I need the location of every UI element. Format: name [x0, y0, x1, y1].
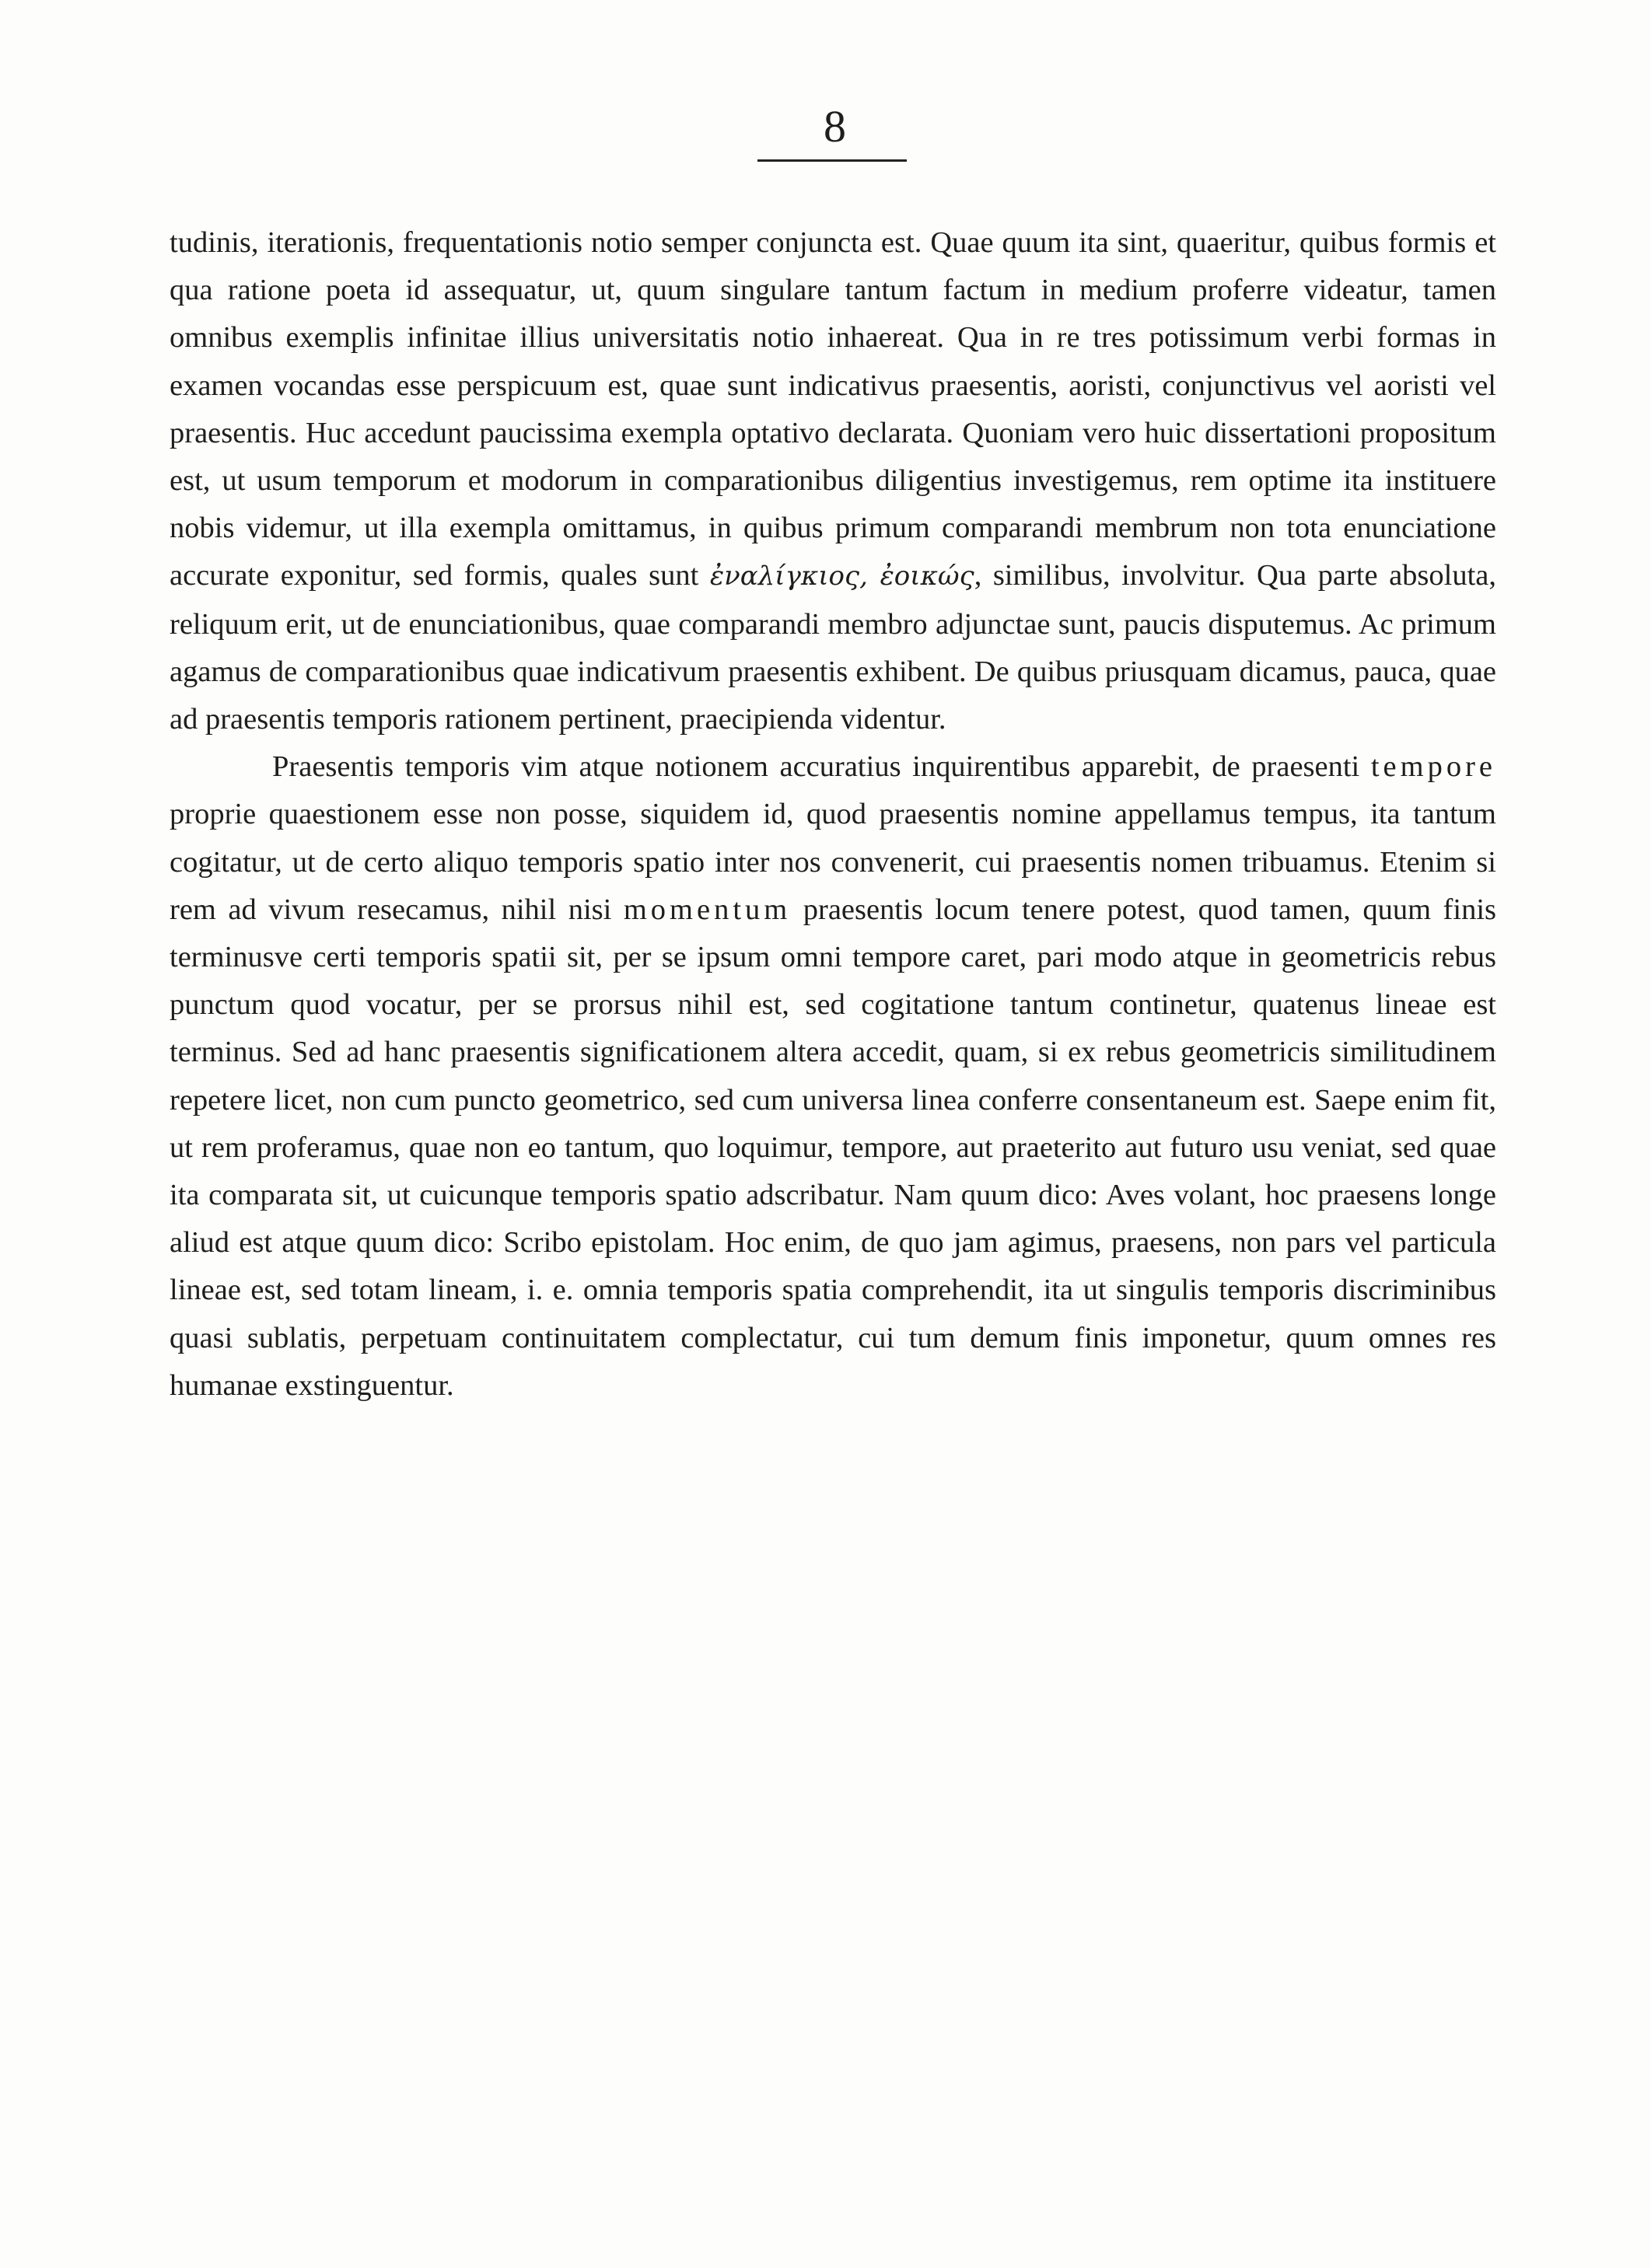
- paragraph-2: [170, 743, 1496, 1410]
- paragraph-2-text-b: proprie quaestionem esse non posse, siquidem id, quod praesentis nomine appellamus tempus, ita tantum cogitatur, ut de certo aliquo temporis spatio inter nos convenerit, cui praesentis nomen tribuamus. Etenim si rem ad vivum resecamus, nihil nisi: [170, 798, 1496, 926]
- paragraph-2-text-a: Praesentis temporis vim atque notionem accuratius inquirentibus apparebit, de praesenti: [272, 750, 1371, 784]
- paragraph-1-text-b: , similibus, involvitur. Qua parte absoluta, reliquum erit, ut de enunciationibus, quae comparandi membro adjunctae sunt, paucis disputemus. Ac primum agamus de comparationibus quae indicativum praesentis exhibent. De quibus priusquam dicamus, pauca, quae ad praesentis temporis rationem pertinent, praecipienda videntur.: [170, 559, 1497, 736]
- spaced-word-tempore: tempore: [1370, 750, 1496, 784]
- header-rule: [757, 159, 907, 162]
- greek-words: ἐναλίγκιος, ἐοικώς: [709, 561, 974, 592]
- paragraph-2-text-c: praesentis locum tenere potest, quod tamen, quum finis terminusve certi temporis spatii sit, per se ipsum omni tempore caret, pari modo atque in geometricis rebus punctum quod vocatur, per se prorsus nihil est, sed cogitatione tantum continetur, quatenus lineae est terminus. Sed ad hanc praesentis significationem altera accedit, quam, si ex rebus geometricis similitudinem repetere licet, non cum puncto geometrico, sed cum universa linea conferre consentaneum est. Saepe enim fit, ut rem proferamus, quae non eo tantum, quo loquimur, tempore, aut praeterito aut futuro usu veniat, sed quae ita comparata sit, ut cuicunque temporis spatio adscribatur. Nam quum dico: Aves volant, hoc praesens longe aliud est atque quum dico: Scribo epistolam. Hoc enim, de quo jam agimus, praesens, non pars vel particula lineae est, sed totam lineam, i. e. omnia temporis spatia comprehendit, ita ut singulis temporis discriminibus quasi sublatis, perpetuam continuitatem complectatur, cui tum demum finis imponetur, quum omnes res humanae exstinguentur.: [170, 893, 1496, 1402]
- body-text: [170, 219, 1496, 1410]
- page-header: [757, 100, 913, 154]
- paragraph-1-text-a: tudinis, iterationis, frequentationis notio semper conjuncta est. Quae quum ita sint, quaeritur, quibus formis et qua ratione poeta id assequatur, ut, quum singulare tantum factum in medium proferre videatur, tamen omnibus exemplis infinitae illius universitatis notio inhaereat. Qua in re tres potissimum verbi formas in examen vocandas esse perspicuum est, quae sunt indicativus praesentis, aoristi, conjunctivus vel aoristi vel praesentis. Huc accedunt paucissima exempla optativo declarata. Quoniam vero huic dissertationi propositum est, ut usum temporum et modorum in comparationibus diligentius investigemus, rem optime ita instituere nobis videmur, ut illa exempla omittamus, in quibus primum comparandi membrum non tota enunciatione accurate exponitur, sed formis, quales sunt: [170, 226, 1496, 592]
- paragraph-1: [170, 219, 1496, 743]
- spaced-word-momentum: momentum: [623, 893, 792, 926]
- page-number: 8: [824, 101, 847, 152]
